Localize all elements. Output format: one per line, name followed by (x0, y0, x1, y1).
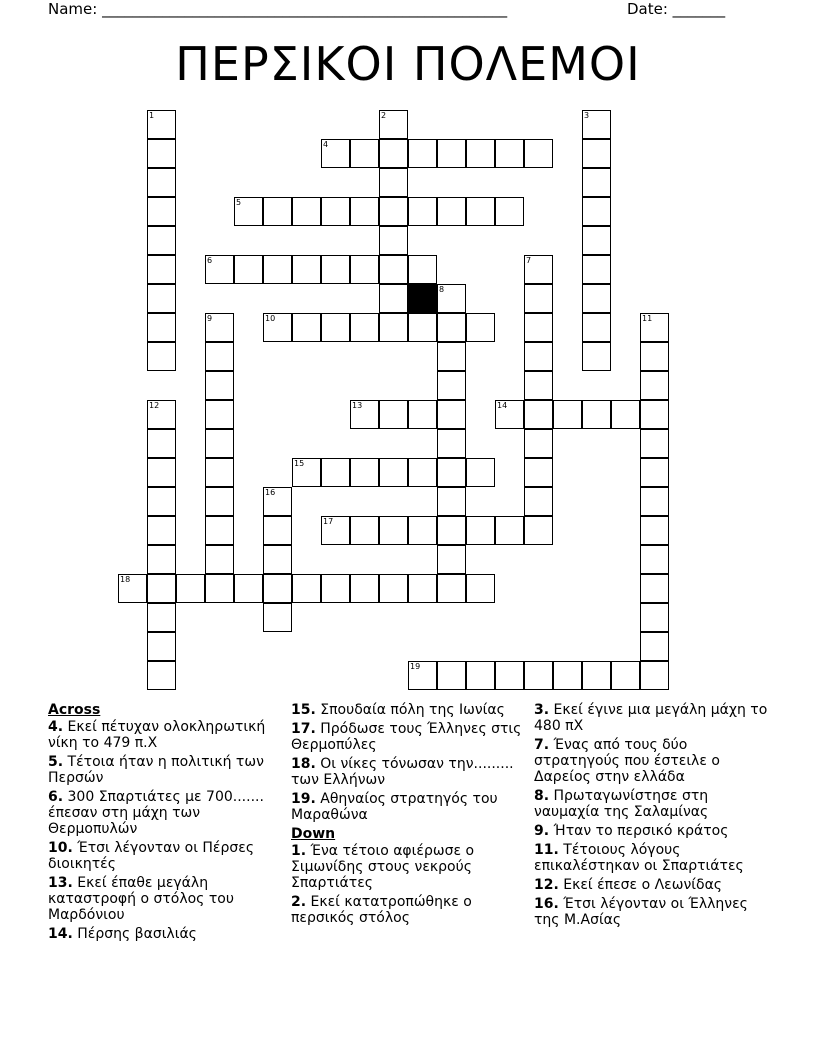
crossword-cell[interactable] (524, 313, 553, 342)
cell-number: 18 (120, 575, 131, 584)
clue-number: 14. (48, 926, 73, 942)
crossword-cell[interactable] (350, 255, 379, 284)
crossword-cell[interactable] (524, 400, 553, 429)
crossword-cell[interactable] (321, 139, 350, 168)
across-clue (291, 702, 523, 718)
crossword-cell[interactable] (437, 284, 466, 313)
crossword-cell[interactable] (147, 197, 176, 226)
crossword-cell[interactable] (437, 371, 466, 400)
down-clue (291, 894, 523, 926)
crossword-cell[interactable] (640, 487, 669, 516)
crossword-cell[interactable] (147, 429, 176, 458)
crossword-cell[interactable] (553, 661, 582, 690)
cell-number: 17 (323, 517, 334, 526)
cell-number: 4 (323, 140, 329, 149)
cell-number: 5 (236, 198, 242, 207)
crossword-cell[interactable] (205, 487, 234, 516)
crossword-cell[interactable] (524, 342, 553, 371)
crossword-cell[interactable] (350, 458, 379, 487)
crossword-cell[interactable] (582, 110, 611, 139)
crossword-cell[interactable] (350, 197, 379, 226)
crossword-cell[interactable] (292, 197, 321, 226)
clue-text: Τέτοια ήταν η πολιτική των Περσών (48, 754, 264, 786)
crossword-cell[interactable] (205, 574, 234, 603)
crossword-cell[interactable] (408, 139, 437, 168)
crossword-cell[interactable] (350, 574, 379, 603)
cell-number: 15 (294, 459, 305, 468)
down-clue (534, 737, 774, 785)
across-heading: Across (48, 702, 101, 718)
crossword-cell[interactable] (379, 226, 408, 255)
clue-number: 19. (291, 791, 316, 807)
crossword-cell[interactable] (611, 400, 640, 429)
crossword-cell[interactable] (466, 516, 495, 545)
cell-number: 6 (207, 256, 213, 265)
crossword-cell[interactable] (553, 400, 582, 429)
down-heading: Down (291, 826, 336, 842)
crossword-cell[interactable] (118, 574, 147, 603)
crossword-cell[interactable] (292, 574, 321, 603)
crossword-cell[interactable] (524, 139, 553, 168)
crossword-cell[interactable] (524, 255, 553, 284)
clue-text: Ένας από τους δύο στρατηγούς που έστειλε ο Δαρείος στην ελλάδα (534, 737, 720, 785)
crossword-cell[interactable] (350, 400, 379, 429)
across-clue (291, 756, 523, 788)
crossword-cell[interactable] (321, 197, 350, 226)
crossword-cell[interactable] (524, 458, 553, 487)
crossword-cell[interactable] (147, 255, 176, 284)
down-clue (534, 896, 774, 928)
crossword-cell[interactable] (263, 516, 292, 545)
cell-number: 16 (265, 488, 276, 497)
crossword-cell[interactable] (234, 197, 263, 226)
crossword-cell[interactable] (147, 661, 176, 690)
crossword-cell[interactable] (263, 574, 292, 603)
crossword-cell[interactable] (147, 284, 176, 313)
crossword-block-cell (408, 284, 437, 313)
crossword-cell[interactable] (466, 313, 495, 342)
clue-number: 11. (534, 842, 559, 858)
crossword-cell[interactable] (437, 429, 466, 458)
crossword-cell[interactable] (147, 603, 176, 632)
crossword-cell[interactable] (408, 661, 437, 690)
crossword-cell[interactable] (205, 255, 234, 284)
crossword-cell[interactable] (582, 313, 611, 342)
clue-column-2 (291, 702, 523, 929)
crossword-cell[interactable] (640, 400, 669, 429)
clue-number: 4. (48, 719, 64, 735)
crossword-cell[interactable] (147, 342, 176, 371)
crossword-cell[interactable] (437, 342, 466, 371)
crossword-cell[interactable] (205, 313, 234, 342)
clue-text: Τέτοιους λόγους επικαλέστηκαν οι Σπαρτιάτες (534, 842, 744, 874)
down-clue (534, 788, 774, 820)
clue-number: 8. (534, 788, 550, 804)
clue-text: Εκεί έπεσε ο Λεωνίδας (563, 877, 723, 893)
crossword-cell[interactable] (263, 197, 292, 226)
crossword-cell[interactable] (437, 516, 466, 545)
crossword-cell[interactable] (582, 342, 611, 371)
crossword-cell[interactable] (437, 139, 466, 168)
cell-number: 11 (642, 314, 653, 323)
crossword-cell[interactable] (205, 458, 234, 487)
crossword-cell[interactable] (147, 313, 176, 342)
crossword-cell[interactable] (466, 197, 495, 226)
crossword-cell[interactable] (205, 400, 234, 429)
crossword-cell[interactable] (147, 226, 176, 255)
clue-number: 10. (48, 840, 73, 856)
crossword-cell[interactable] (408, 458, 437, 487)
clue-number: 1. (291, 843, 307, 859)
crossword-cell[interactable] (582, 168, 611, 197)
crossword-cell[interactable] (466, 661, 495, 690)
crossword-cell[interactable] (147, 516, 176, 545)
cell-number: 2 (381, 111, 387, 120)
crossword-cell[interactable] (205, 516, 234, 545)
crossword-cell[interactable] (437, 458, 466, 487)
crossword-cell[interactable] (379, 255, 408, 284)
crossword-cell[interactable] (437, 313, 466, 342)
cell-number: 12 (149, 401, 160, 410)
crossword-cell[interactable] (147, 458, 176, 487)
clue-column-3 (534, 702, 774, 931)
across-clue (48, 789, 280, 837)
cell-number: 13 (352, 401, 363, 410)
crossword-cell[interactable] (640, 342, 669, 371)
crossword-cell[interactable] (234, 255, 263, 284)
clue-text: Πρόδωσε τους Έλληνες στις Θερμοπύλες (291, 721, 522, 753)
clue-text: Έτσι λέγονταν οι Πέρσες διοικητές (48, 840, 255, 872)
clue-number: 15. (291, 702, 316, 718)
crossword-cell[interactable] (408, 400, 437, 429)
crossword-cell[interactable] (292, 255, 321, 284)
crossword-cell[interactable] (524, 429, 553, 458)
crossword-cell[interactable] (495, 661, 524, 690)
crossword-cell[interactable] (292, 313, 321, 342)
crossword-cell[interactable] (263, 487, 292, 516)
page-title: ΠΕΡΣΙΚΟΙ ΠΟΛΕΜΟΙ (175, 37, 641, 91)
clue-text: Πέρσης βασιλιάς (77, 926, 197, 942)
crossword-cell[interactable] (582, 400, 611, 429)
crossword-cell[interactable] (321, 516, 350, 545)
crossword-cell[interactable] (437, 487, 466, 516)
crossword-cell[interactable] (466, 574, 495, 603)
crossword-cell[interactable] (379, 313, 408, 342)
cell-number: 14 (497, 401, 508, 410)
cell-number: 8 (439, 285, 445, 294)
clue-number: 7. (534, 737, 550, 753)
crossword-cell[interactable] (263, 255, 292, 284)
crossword-cell[interactable] (640, 545, 669, 574)
crossword-cell[interactable] (611, 661, 640, 690)
clue-number: 17. (291, 721, 316, 737)
crossword-cell[interactable] (263, 545, 292, 574)
across-clue (291, 721, 523, 753)
crossword-cell[interactable] (147, 110, 176, 139)
crossword-cell[interactable] (640, 516, 669, 545)
cell-number: 9 (207, 314, 213, 323)
clue-text: Ήταν το περσικό κράτος (553, 823, 729, 839)
crossword-cell[interactable] (379, 110, 408, 139)
crossword-cell[interactable] (524, 371, 553, 400)
cell-number: 19 (410, 662, 421, 671)
clue-text: Αθηναίος στρατηγός του Μαραθώνα (291, 791, 498, 823)
across-clue (48, 754, 280, 786)
clue-text: Σπουδαία πόλη της Ιωνίας (320, 702, 505, 718)
clue-number: 18. (291, 756, 316, 772)
clue-text: Οι νίκες τόνωσαν την......... των Ελλήνων (291, 756, 514, 788)
down-clue (534, 842, 774, 874)
clue-number: 6. (48, 789, 64, 805)
crossword-cell[interactable] (437, 661, 466, 690)
clue-number: 9. (534, 823, 550, 839)
crossword-cell[interactable] (379, 284, 408, 313)
clue-text: Εκεί έγινε μια μεγάλη μάχη το 480 πΧ (534, 702, 768, 734)
crossword-cell[interactable] (524, 284, 553, 313)
crossword-cell[interactable] (379, 458, 408, 487)
clue-number: 5. (48, 754, 64, 770)
crossword-cell[interactable] (582, 284, 611, 313)
across-clue (48, 719, 280, 751)
clue-text: Ένα τέτοιο αφιέρωσε ο Σιμωνίδης στους νεκρούς Σπαρτιάτες (291, 843, 475, 891)
clue-text: Πρωταγωνίστησε στη ναυμαχία της Σαλαμίνας (534, 788, 709, 820)
crossword-cell[interactable] (408, 197, 437, 226)
cell-number: 10 (265, 314, 276, 323)
crossword-cell[interactable] (350, 313, 379, 342)
crossword-cell[interactable] (263, 313, 292, 342)
crossword-cell[interactable] (640, 574, 669, 603)
crossword-cell[interactable] (147, 400, 176, 429)
clue-number: 2. (291, 894, 307, 910)
crossword-cell[interactable] (408, 255, 437, 284)
crossword-cell[interactable] (350, 516, 379, 545)
crossword-cell[interactable] (147, 139, 176, 168)
name-line: Name: ______________________________________________________ (48, 0, 508, 18)
crossword-cell[interactable] (640, 313, 669, 342)
crossword-cell[interactable] (379, 197, 408, 226)
down-clue (534, 877, 774, 893)
crossword-cell[interactable] (205, 371, 234, 400)
crossword-cell[interactable] (466, 458, 495, 487)
crossword-cell[interactable] (408, 313, 437, 342)
clue-text: 300 Σπαρτιάτες με 700....... έπεσαν στη μάχη των Θερμοπυλών (48, 789, 264, 837)
clue-number: 12. (534, 877, 559, 893)
crossword-cell[interactable] (524, 516, 553, 545)
down-clue (534, 823, 774, 839)
crossword-cell[interactable] (292, 458, 321, 487)
crossword-cell[interactable] (205, 342, 234, 371)
across-clue (48, 875, 280, 923)
clue-number: 13. (48, 875, 73, 891)
down-clue (534, 702, 774, 734)
crossword-cell[interactable] (234, 574, 263, 603)
clue-number: 16. (534, 896, 559, 912)
crossword-cell[interactable] (437, 197, 466, 226)
across-clue (48, 840, 280, 872)
crossword-cell[interactable] (582, 226, 611, 255)
clue-column-1 (48, 702, 280, 945)
crossword-cell[interactable] (321, 313, 350, 342)
clue-text: Εκεί κατατροπώθηκε ο περσικός στόλος (291, 894, 472, 926)
crossword-cell[interactable] (408, 574, 437, 603)
crossword-cell[interactable] (466, 139, 495, 168)
crossword-cell[interactable] (524, 661, 553, 690)
crossword-cell[interactable] (321, 255, 350, 284)
crossword-cell[interactable] (640, 632, 669, 661)
crossword-cell[interactable] (524, 487, 553, 516)
crossword-cell[interactable] (495, 400, 524, 429)
crossword-cell[interactable] (263, 603, 292, 632)
crossword-cell[interactable] (495, 139, 524, 168)
crossword-cell[interactable] (379, 400, 408, 429)
crossword-cell[interactable] (582, 139, 611, 168)
crossword-cell[interactable] (582, 661, 611, 690)
crossword-cell[interactable] (640, 429, 669, 458)
crossword-cell[interactable] (582, 197, 611, 226)
crossword-cell[interactable] (147, 168, 176, 197)
crossword-cell[interactable] (321, 458, 350, 487)
cell-number: 3 (584, 111, 590, 120)
crossword-cell[interactable] (437, 400, 466, 429)
crossword-cell[interactable] (205, 545, 234, 574)
crossword-cell[interactable] (495, 516, 524, 545)
clue-number: 3. (534, 702, 550, 718)
crossword-cell[interactable] (379, 574, 408, 603)
crossword-cell[interactable] (379, 139, 408, 168)
crossword-cell[interactable] (582, 255, 611, 284)
crossword-cell[interactable] (379, 516, 408, 545)
crossword-cell[interactable] (437, 545, 466, 574)
date-line: Date: _______ (627, 0, 726, 18)
down-clue (291, 843, 523, 891)
across-clue (291, 791, 523, 823)
crossword-cell[interactable] (147, 545, 176, 574)
crossword-cell[interactable] (495, 197, 524, 226)
crossword-cell[interactable] (640, 603, 669, 632)
cell-number: 7 (526, 256, 532, 265)
crossword-cell[interactable] (147, 632, 176, 661)
across-clue (48, 926, 280, 942)
crossword-cell[interactable] (640, 458, 669, 487)
crossword-cell[interactable] (176, 574, 205, 603)
clue-text: Εκεί πέτυχαν ολοκληρωτική νίκη το 479 π.Χ (48, 719, 266, 751)
crossword-cell[interactable] (147, 487, 176, 516)
crossword-cell[interactable] (350, 139, 379, 168)
crossword-cell[interactable] (321, 574, 350, 603)
crossword-cell[interactable] (437, 574, 466, 603)
crossword-cell[interactable] (640, 371, 669, 400)
crossword-cell[interactable] (640, 661, 669, 690)
crossword-cell[interactable] (205, 429, 234, 458)
crossword-cell[interactable] (408, 516, 437, 545)
crossword-cell[interactable] (379, 168, 408, 197)
cell-number: 1 (149, 111, 155, 120)
crossword-cell[interactable] (147, 574, 176, 603)
clue-text: Έτσι λέγονταν οι Έλληνες της Μ.Ασίας (534, 896, 748, 928)
clue-text: Εκεί έπαθε μεγάλη καταστροφή ο στόλος του Μαρδόνιου (48, 875, 234, 923)
